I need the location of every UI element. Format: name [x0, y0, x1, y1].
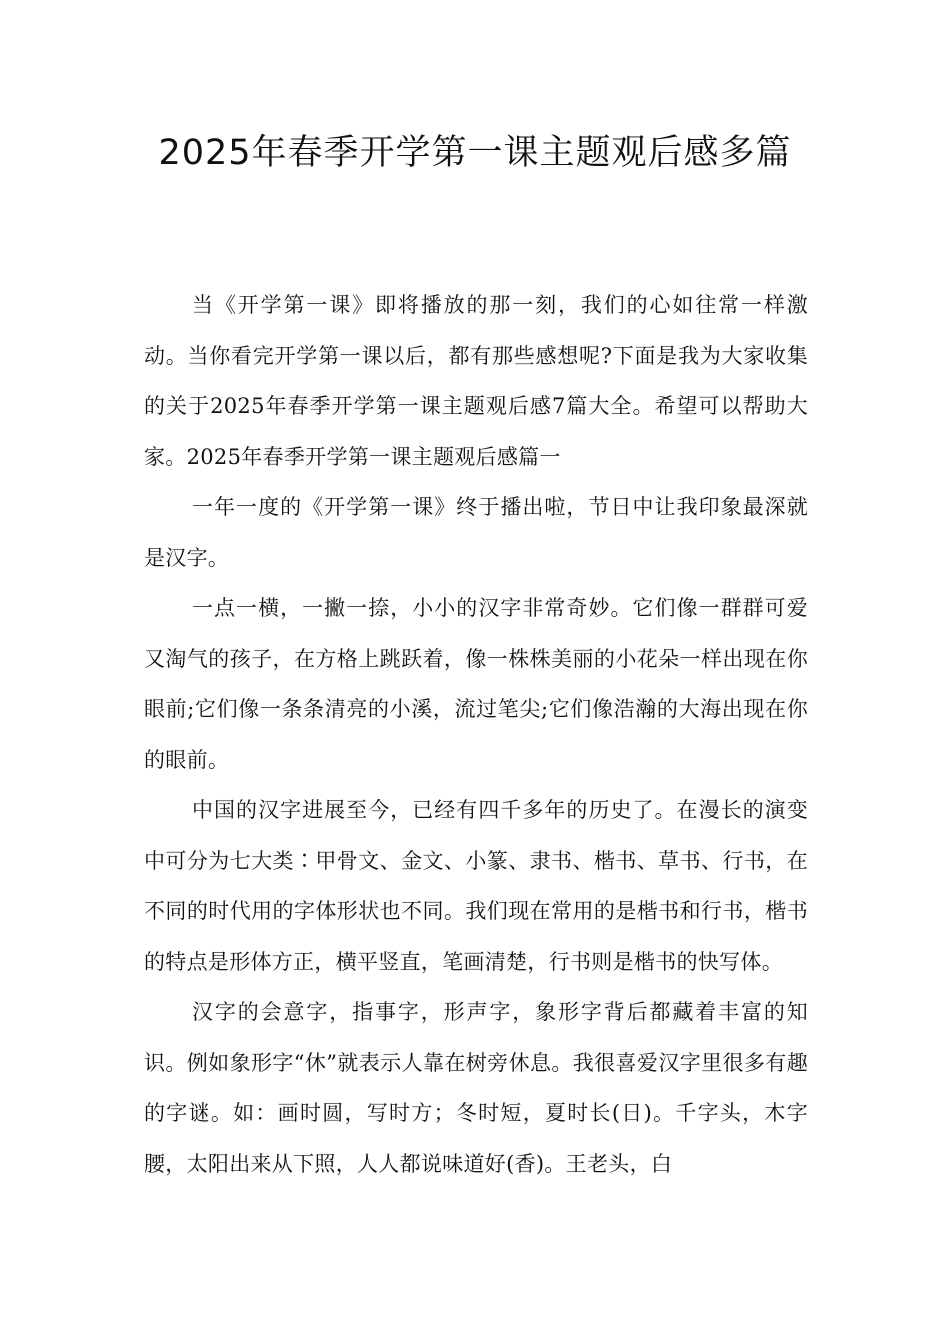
- paragraph-riddles: 汉字的会意字，指事字，形声字，象形字背后都藏着丰富的知识。例如象形字“休”就表示人靠在树旁休息。我很喜爱汉字里很多有趣的字谜。如：画时圆，写时方；冬时短，夏时长(日)。千字头，木字腰，太阳出来从下照，人人都说味道好(香)。王老头，白: [144, 1000, 808, 1176]
- paragraph-strokes: 一点一横，一撇一捺，小小的汉字非常奇妙。它们像一群群可爱又淘气的孩子，在方格上跳跃着，像一株株美丽的小花朵一样出现在你眼前;它们像一条条清亮的小溪，流过笔尖;它们像浩瀚的大海出现在你的眼前。: [144, 596, 808, 772]
- paragraph-impression: 一年一度的《开学第一课》终于播出啦，节日中让我印象最深就是汉字。: [144, 495, 808, 570]
- paragraph-history: 中国的汉字进展至今，已经有四千多年的历史了。在漫长的演变中可分为七大类∶甲骨文、金文、小篆、隶书、楷书、草书、行书，在不同的时代用的字体形状也不同。我们现在常用的是楷书和行书，楷书的特点是形体方正，横平竖直，笔画清楚，行书则是楷书的快写体。: [144, 798, 808, 974]
- paragraph-intro: 当《开学第一课》即将播放的那一刻，我们的心如往常一样激动。当你看完开学第一课以后，都有那些感想呢?下面是我为大家收集的关于2025年春季开学第一课主题观后感7篇大全。希望可以帮助大家。2025年春季开学第一课主题观后感篇一: [144, 293, 808, 469]
- document-body: [144, 280, 808, 1189]
- document-title: 2025年春季开学第一课主题观后感多篇: [158, 133, 792, 173]
